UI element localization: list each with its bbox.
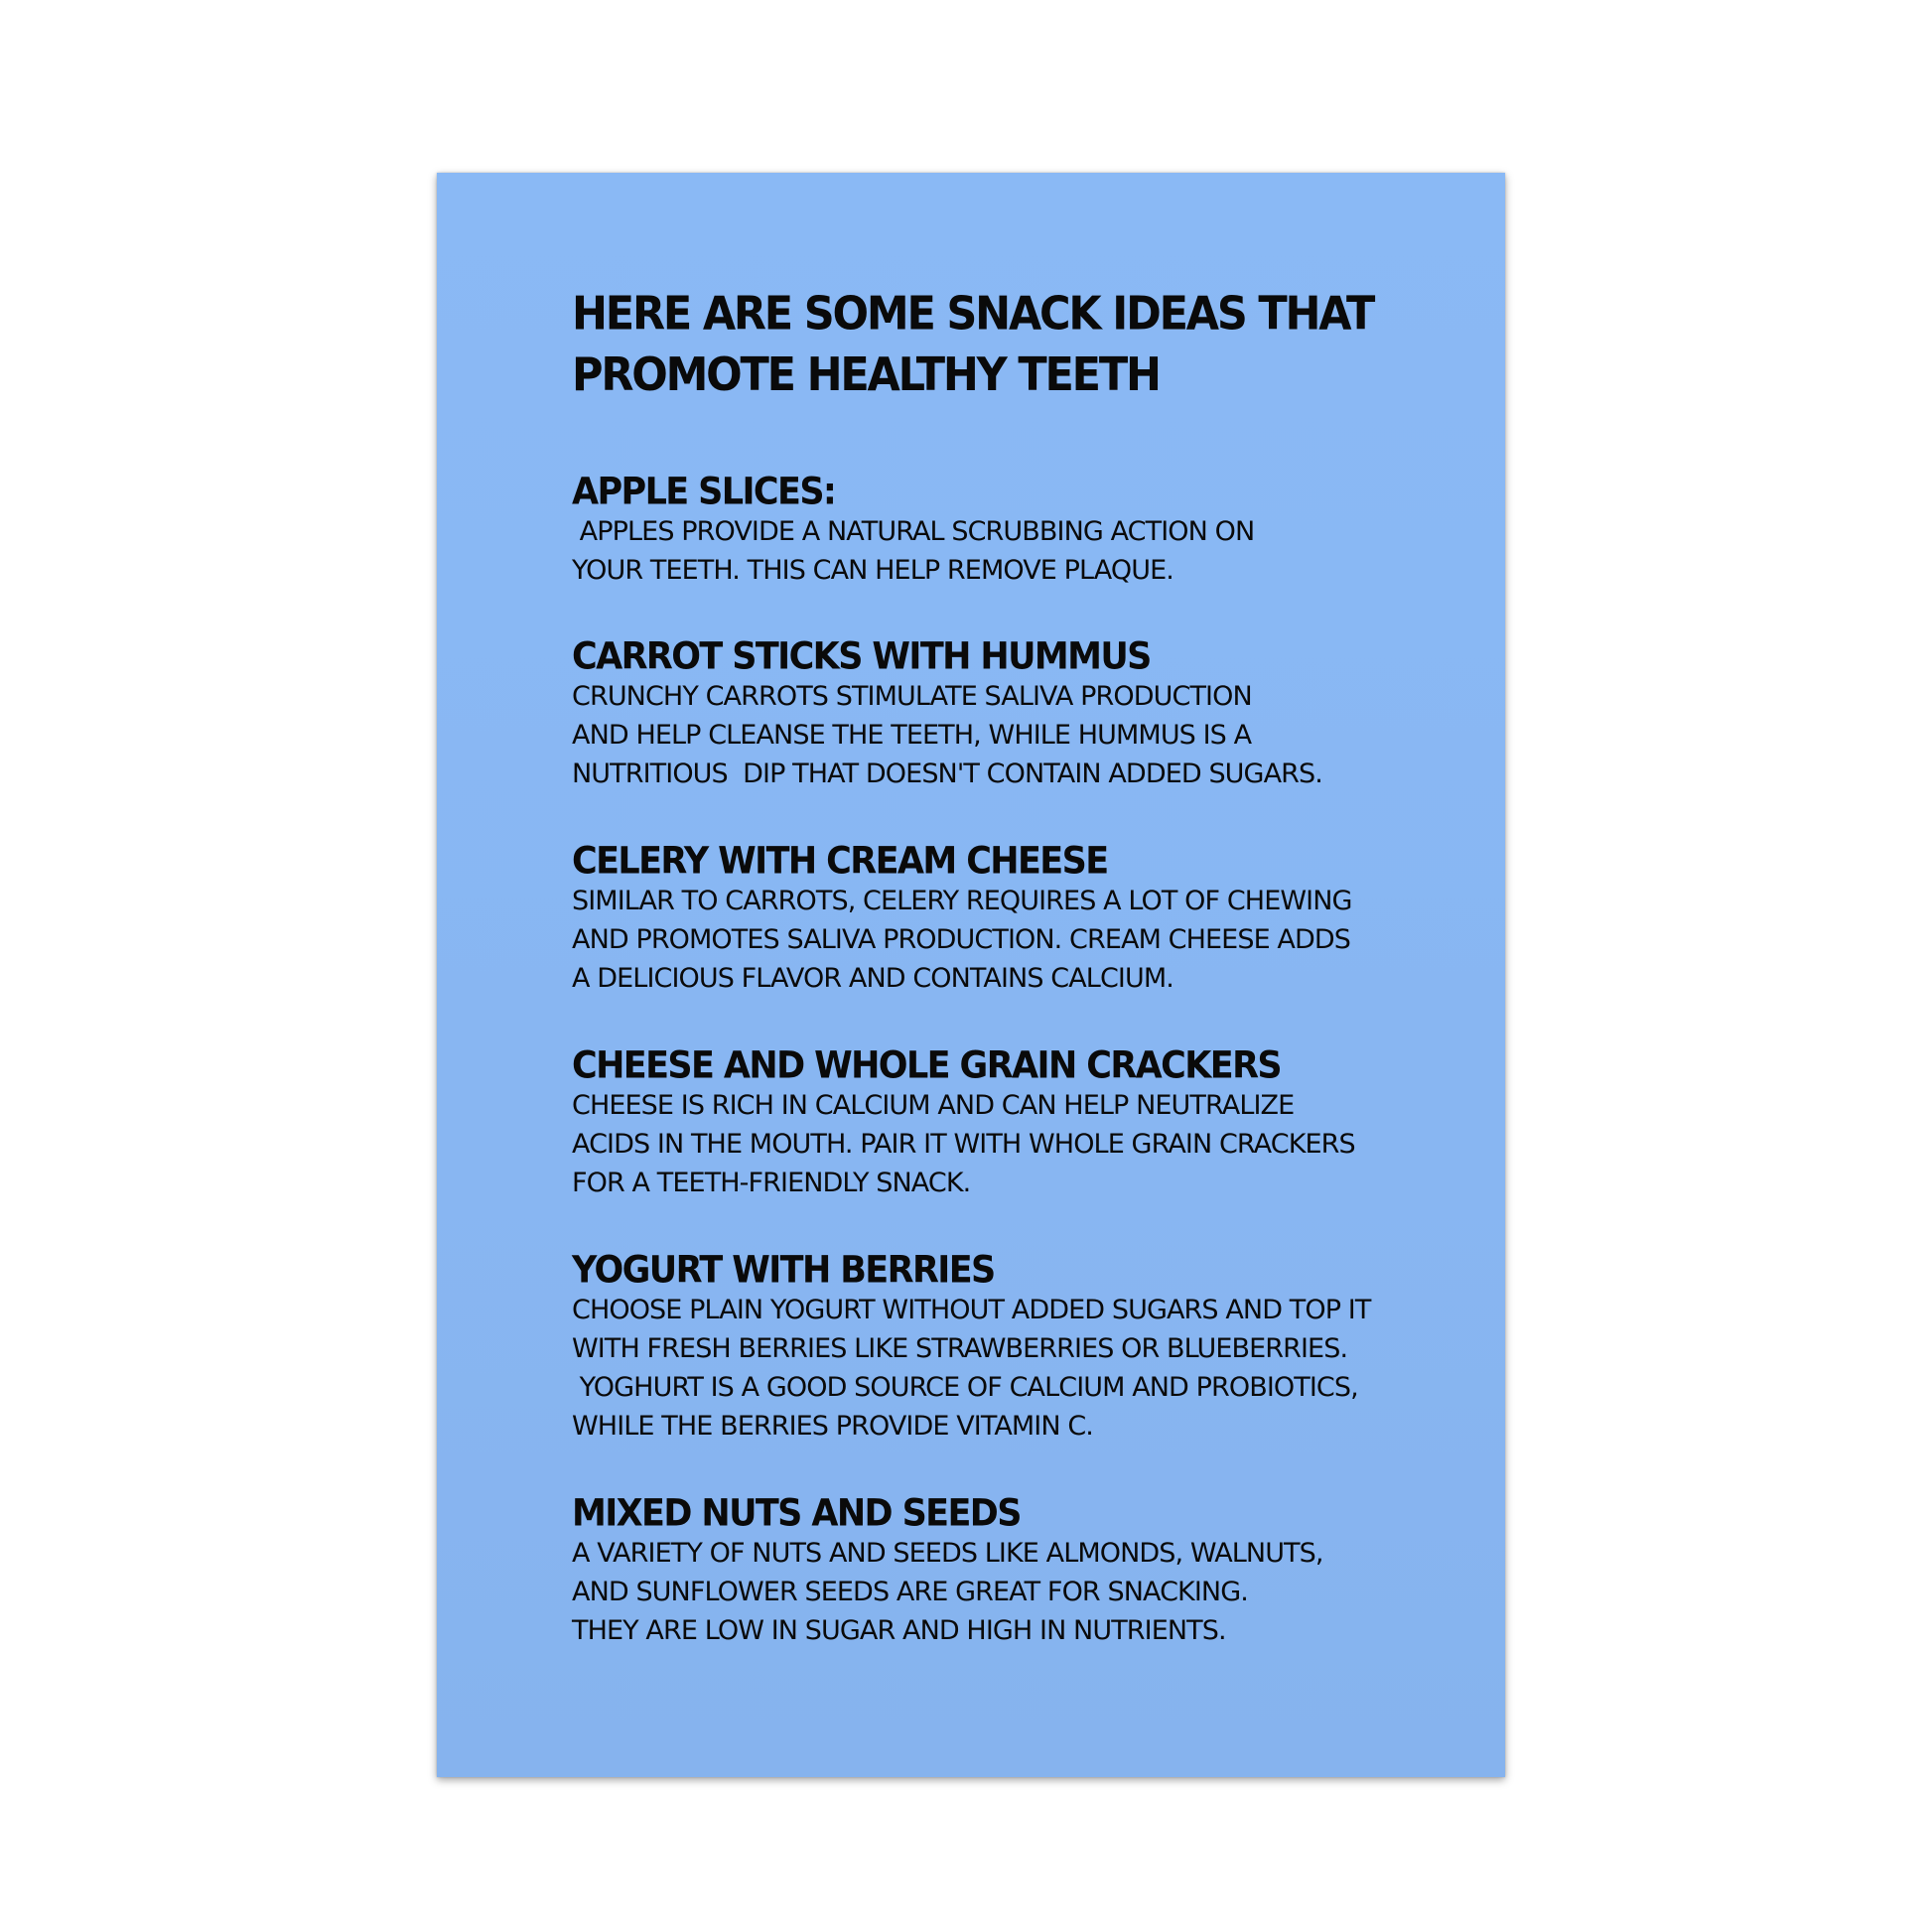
snack-description bbox=[572, 1534, 1465, 1650]
snack-description-line: AND HELP CLEANSE THE TEETH, WHILE HUMMUS IS A bbox=[572, 720, 1252, 751]
snack-ideas-card bbox=[437, 173, 1505, 1777]
snack-heading: CELERY WITH CREAM CHEESE bbox=[572, 840, 1108, 884]
snack-heading: YOGURT WITH BERRIES bbox=[572, 1249, 995, 1293]
snack-description-line: APPLES PROVIDE A NATURAL SCRUBBING ACTION ON bbox=[572, 516, 1255, 547]
snack-description bbox=[572, 512, 1465, 590]
snack-nuts-seeds bbox=[572, 1490, 1465, 1650]
snack-heading: CHEESE AND WHOLE GRAIN CRACKERS bbox=[572, 1044, 1282, 1088]
snack-heading: APPLE SLICES: bbox=[572, 471, 836, 514]
snack-description-line: THEY ARE LOW IN SUGAR AND HIGH IN NUTRIENTS. bbox=[572, 1615, 1226, 1646]
snack-description-line: CHEESE IS RICH IN CALCIUM AND CAN HELP NEUTRALIZE bbox=[572, 1090, 1295, 1121]
card-title-line: HERE ARE SOME SNACK IDEAS THAT bbox=[572, 287, 1374, 342]
snack-description-line: NUTRITIOUS DIP THAT DOESN'T CONTAIN ADDED SUGARS. bbox=[572, 759, 1322, 789]
snack-description-line: AND SUNFLOWER SEEDS ARE GREAT FOR SNACKING. bbox=[572, 1577, 1248, 1607]
snack-cheese-crackers bbox=[572, 1042, 1465, 1202]
snack-description-line: WHILE THE BERRIES PROVIDE VITAMIN C. bbox=[572, 1411, 1093, 1442]
snack-description-line: YOUR TEETH. THIS CAN HELP REMOVE PLAQUE. bbox=[572, 555, 1173, 586]
snack-description-line: CRUNCHY CARROTS STIMULATE SALIVA PRODUCTION bbox=[572, 681, 1252, 712]
snack-description-line: AND PROMOTES SALIVA PRODUCTION. CREAM CHEESE ADDS bbox=[572, 924, 1351, 955]
snack-heading: CARROT STICKS WITH HUMMUS bbox=[572, 635, 1151, 679]
snack-description-line: ACIDS IN THE MOUTH. PAIR IT WITH WHOLE GRAIN CRACKERS bbox=[572, 1129, 1355, 1160]
snack-description bbox=[572, 1291, 1465, 1446]
snack-description-line: CHOOSE PLAIN YOGURT WITHOUT ADDED SUGARS AND TOP IT bbox=[572, 1295, 1371, 1325]
snack-description-line: WITH FRESH BERRIES LIKE STRAWBERRIES OR BLUEBERRIES. bbox=[572, 1333, 1348, 1364]
snack-heading: MIXED NUTS AND SEEDS bbox=[572, 1492, 1021, 1536]
snack-yogurt-berries bbox=[572, 1247, 1465, 1446]
snack-description-line: SIMILAR TO CARROTS, CELERY REQUIRES A LOT OF CHEWING bbox=[572, 886, 1352, 916]
snack-description bbox=[572, 1086, 1465, 1202]
card-title bbox=[572, 284, 1465, 406]
snack-description-line: FOR A TEETH-FRIENDLY SNACK. bbox=[572, 1168, 971, 1198]
card-content bbox=[572, 284, 1465, 1646]
snack-description-line: A DELICIOUS FLAVOR AND CONTAINS CALCIUM. bbox=[572, 963, 1173, 994]
snack-description bbox=[572, 882, 1465, 998]
snack-carrot-sticks bbox=[572, 633, 1465, 793]
card-title-line: PROMOTE HEALTHY TEETH bbox=[572, 347, 1160, 402]
snack-celery bbox=[572, 838, 1465, 998]
snack-description-line: YOGHURT IS A GOOD SOURCE OF CALCIUM AND PROBIOTICS, bbox=[572, 1372, 1358, 1403]
snack-description bbox=[572, 677, 1465, 793]
snack-apple-slices bbox=[572, 469, 1465, 590]
snack-description-line: A VARIETY OF NUTS AND SEEDS LIKE ALMONDS, WALNUTS, bbox=[572, 1538, 1323, 1569]
